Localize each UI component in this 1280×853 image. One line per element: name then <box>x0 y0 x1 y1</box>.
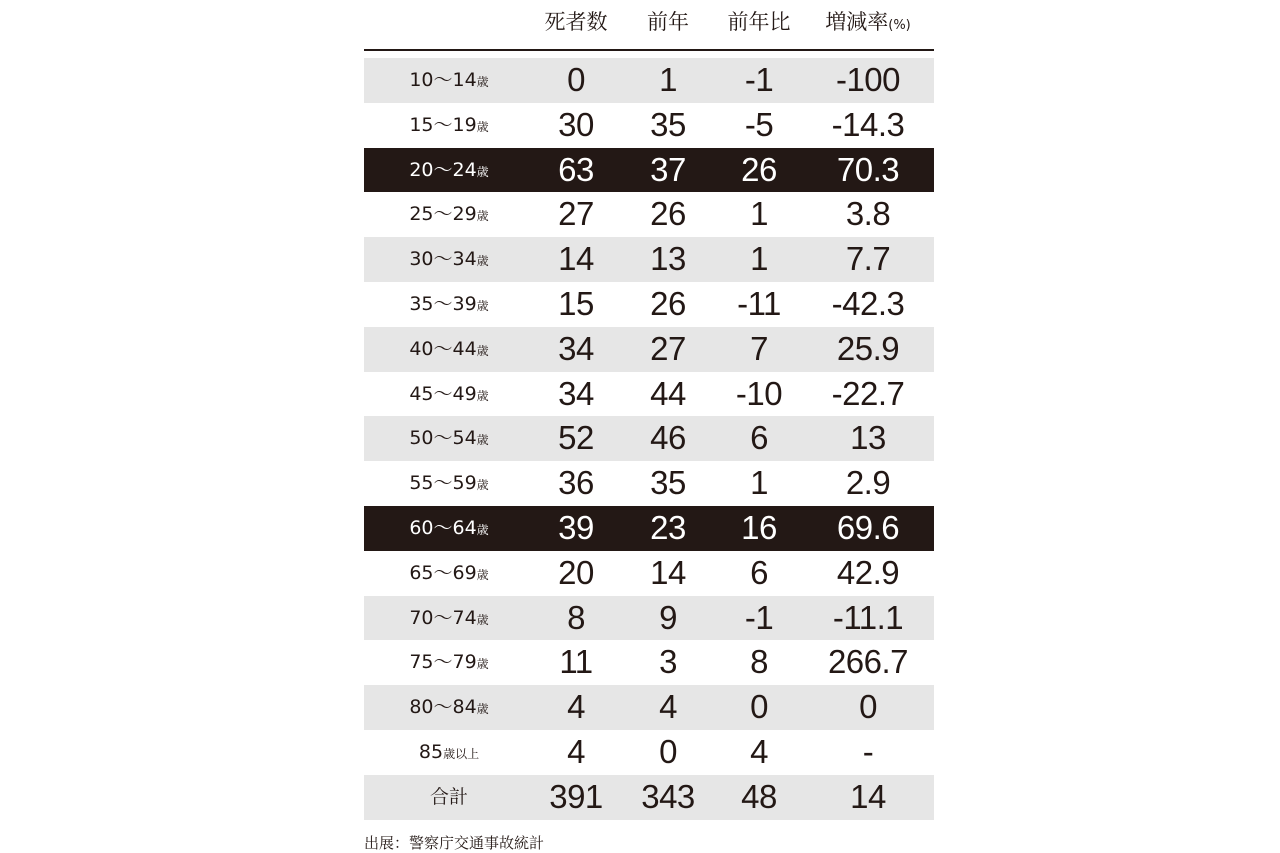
age-group-cell <box>364 685 534 730</box>
table-row <box>364 282 934 327</box>
age-suffix: 歳 <box>476 119 489 134</box>
age-group-cell <box>364 282 534 327</box>
deaths-cell: 20 <box>558 553 594 591</box>
rate-cell: 3.8 <box>845 195 891 233</box>
age-group-cell <box>364 192 534 237</box>
table-row <box>364 461 934 506</box>
header-prev-year: 前年 <box>647 10 689 34</box>
age-group-cell <box>364 596 534 641</box>
rate-cell: 2.9 <box>845 464 891 502</box>
prev-year-cell: 0 <box>659 732 677 770</box>
prev-year-cell: 35 <box>650 464 686 502</box>
table-row <box>364 551 934 596</box>
age-range: 15〜19 <box>409 113 477 136</box>
prev-year-cell: 26 <box>650 195 686 233</box>
diff-cell: 1 <box>750 195 768 233</box>
prev-year-cell: 13 <box>650 240 686 278</box>
deaths-cell: 0 <box>567 61 585 98</box>
age-suffix: 歳以上 <box>443 746 480 761</box>
table-row <box>364 237 934 282</box>
diff-cell: 0 <box>750 688 768 726</box>
rate-cell: 14 <box>850 777 886 815</box>
rate-cell: -14.3 <box>831 105 905 143</box>
age-group-cell <box>364 58 534 103</box>
header-deaths: 死者数 <box>544 10 608 34</box>
rate-cell: -22.7 <box>831 374 905 412</box>
deaths-cell: 8 <box>567 598 585 636</box>
table-body <box>364 58 934 820</box>
deaths-cell: 63 <box>558 150 594 188</box>
prev-year-cell: 4 <box>659 688 677 726</box>
diff-cell: 6 <box>750 419 768 457</box>
table-row <box>364 327 934 372</box>
age-suffix: 歳 <box>476 298 489 313</box>
header-rate <box>808 8 928 40</box>
diff-cell: -1 <box>744 61 774 98</box>
table-row <box>364 730 934 775</box>
deaths-cell: 391 <box>549 777 603 815</box>
diff-cell: 16 <box>741 508 777 546</box>
age-group-cell <box>364 103 534 148</box>
age-range: 10〜14 <box>409 69 477 91</box>
age-range: 60〜64 <box>409 516 477 539</box>
deaths-cell: 39 <box>558 508 594 546</box>
age-group-cell <box>364 506 534 551</box>
diff-cell: -5 <box>744 105 774 143</box>
source-note: 出展：警察庁交通事故統計 <box>364 834 545 852</box>
rate-cell: 25.9 <box>836 329 900 367</box>
rate-cell: -42.3 <box>831 284 905 322</box>
age-range: 75〜79 <box>409 651 477 674</box>
prev-year-cell: 14 <box>650 553 686 591</box>
age-suffix: 歳 <box>476 433 489 448</box>
prev-year-cell: 1 <box>659 61 677 98</box>
header-rate-label: 増減率 <box>825 10 889 34</box>
prev-year-cell: 44 <box>650 374 686 412</box>
header-diff: 前年比 <box>727 10 791 34</box>
age-suffix: 歳 <box>476 388 489 403</box>
table-row <box>364 192 934 237</box>
prev-year-cell: 3 <box>659 643 677 681</box>
table-row <box>364 596 934 641</box>
age-group-cell <box>364 551 534 596</box>
prev-year-cell: 9 <box>659 598 677 636</box>
rate-cell: -100 <box>835 61 901 98</box>
age-range: 70〜74 <box>409 606 477 629</box>
diff-cell: 26 <box>741 150 777 188</box>
age-group-cell <box>364 148 534 193</box>
table-row <box>364 58 934 103</box>
age-group-cell <box>364 640 534 685</box>
age-suffix: 歳 <box>476 164 489 179</box>
age-suffix: 歳 <box>476 343 489 358</box>
table-row <box>364 103 934 148</box>
age-suffix: 歳 <box>476 657 489 672</box>
diff-cell: 48 <box>741 777 777 815</box>
table-row <box>364 372 934 417</box>
table-row <box>364 640 934 685</box>
prev-year-cell: 27 <box>650 329 686 367</box>
age-range: 65〜69 <box>409 561 477 584</box>
age-group-cell <box>364 775 534 820</box>
diff-cell: 6 <box>750 553 768 591</box>
rate-cell: - <box>862 732 874 770</box>
age-suffix: 歳 <box>476 478 489 493</box>
age-suffix: 歳 <box>476 209 489 224</box>
diff-cell: -11 <box>737 284 781 322</box>
age-group-cell <box>364 461 534 506</box>
deaths-cell: 36 <box>558 464 594 502</box>
age-range: 45〜49 <box>409 382 477 405</box>
deaths-cell: 4 <box>567 732 585 770</box>
age-range: 55〜59 <box>409 472 477 495</box>
diff-cell: 4 <box>750 732 768 770</box>
age-range: 合計 <box>429 785 468 808</box>
rate-cell: 266.7 <box>827 643 909 681</box>
table-row <box>364 506 934 551</box>
age-suffix: 歳 <box>476 254 489 269</box>
table-row <box>364 148 934 193</box>
diff-cell: 1 <box>750 464 768 502</box>
age-group-cell <box>364 327 534 372</box>
rate-cell: 70.3 <box>836 150 900 188</box>
rate-cell: 69.6 <box>836 508 900 546</box>
table-row <box>364 416 934 461</box>
diff-cell: -1 <box>744 598 774 636</box>
fatality-table <box>364 0 934 815</box>
age-range: 35〜39 <box>409 292 477 315</box>
age-range: 20〜24 <box>409 158 477 181</box>
rate-cell: 13 <box>850 419 886 457</box>
rate-cell: -11.1 <box>832 598 904 636</box>
age-range: 80〜84 <box>409 696 477 719</box>
deaths-cell: 15 <box>558 284 594 322</box>
prev-year-cell: 37 <box>650 150 686 188</box>
table-header <box>364 0 934 51</box>
deaths-cell: 30 <box>558 105 594 143</box>
rate-cell: 7.7 <box>845 240 891 278</box>
deaths-cell: 14 <box>558 240 594 278</box>
diff-cell: 8 <box>750 643 768 681</box>
table-row <box>364 775 934 820</box>
diff-cell: 7 <box>750 329 768 367</box>
age-range: 25〜29 <box>409 203 477 226</box>
prev-year-cell: 35 <box>650 105 686 143</box>
deaths-cell: 4 <box>567 688 585 726</box>
age-group-cell <box>364 372 534 417</box>
age-group-cell <box>364 237 534 282</box>
rate-cell: 0 <box>859 688 877 726</box>
age-suffix: 歳 <box>476 612 489 627</box>
deaths-cell: 11 <box>559 643 593 681</box>
age-suffix: 歳 <box>476 567 489 582</box>
age-group-cell <box>364 416 534 461</box>
age-suffix: 歳 <box>476 75 489 89</box>
prev-year-cell: 23 <box>650 508 686 546</box>
prev-year-cell: 46 <box>650 419 686 457</box>
age-range: 85 <box>418 740 444 763</box>
prev-year-cell: 343 <box>641 777 695 815</box>
age-suffix: 歳 <box>476 702 489 717</box>
deaths-cell: 27 <box>558 195 594 233</box>
age-suffix: 歳 <box>476 522 489 537</box>
rate-cell: 42.9 <box>836 553 900 591</box>
deaths-cell: 34 <box>558 329 594 367</box>
deaths-cell: 52 <box>558 419 594 457</box>
header-rate-unit: (%) <box>888 18 911 33</box>
table-row <box>364 685 934 730</box>
prev-year-cell: 26 <box>650 284 686 322</box>
age-range: 50〜54 <box>409 427 477 450</box>
diff-cell: -10 <box>735 374 783 412</box>
age-range: 30〜34 <box>409 248 477 271</box>
age-group-cell <box>364 730 534 775</box>
deaths-cell: 34 <box>558 374 594 412</box>
diff-cell: 1 <box>750 240 768 278</box>
age-range: 40〜44 <box>409 337 477 360</box>
